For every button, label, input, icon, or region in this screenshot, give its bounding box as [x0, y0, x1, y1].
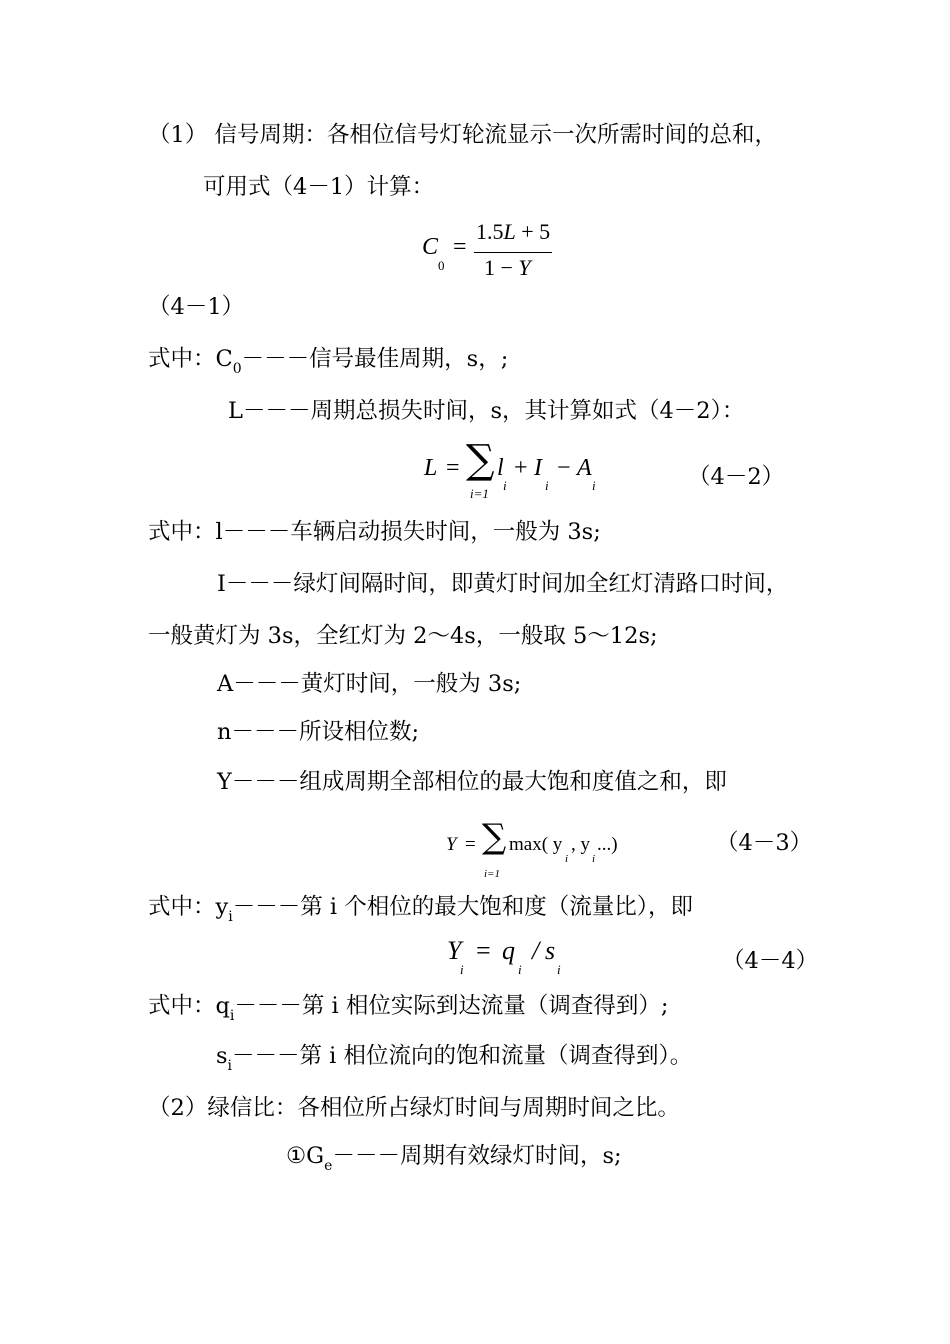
eq3-number: （4－3）: [716, 830, 813, 856]
definition-yi-sub: i: [228, 909, 233, 925]
eq3-equals: =: [465, 834, 476, 855]
eq3-lhs: Y: [446, 834, 457, 855]
eq4-slash: /: [532, 936, 540, 965]
definition-yi: [148, 894, 693, 925]
item-ge-prefix: ①G: [286, 1143, 325, 1169]
definition-l-lower: 式中：l－－－车辆启动损失时间，一般为 3s;: [148, 519, 601, 545]
eq4-lhs: Y: [447, 936, 462, 965]
eq3-sub-1: i: [565, 853, 569, 865]
eq2-minus: −: [557, 455, 571, 481]
definition-y: Y－－－组成周期全部相位的最大饱和度值之和，即: [217, 769, 727, 795]
eq4-sub-1: i: [518, 962, 522, 977]
definition-l: L－－－周期总损失时间，s，其计算如式（4－2）：: [228, 398, 745, 424]
eq2-sum-lower: i=1: [470, 486, 489, 501]
definition-si-text: －－－第 i 相位流向的饱和流量（调查得到）。: [232, 1043, 693, 1069]
eq1-lhs: C: [422, 234, 439, 260]
eq2-term-a: A: [577, 455, 592, 481]
eq2-term-i: I: [534, 455, 542, 481]
eq2-sum-icon: ∑: [466, 437, 495, 483]
definition-qi-prefix: 式中：q: [148, 993, 230, 1019]
eq1-lhs-sub: 0: [438, 258, 445, 273]
eq2-lhs: L: [424, 455, 438, 481]
eq1-numerator: 1.5L + 5: [476, 219, 551, 244]
eq2-sub-3: i: [592, 478, 596, 493]
definition-si: [216, 1043, 693, 1074]
eq3-sum-icon: ∑: [482, 817, 507, 857]
item-ge-sub: e: [324, 1158, 333, 1174]
eq2-sub-1: i: [503, 478, 507, 493]
eq2-plus: +: [514, 455, 528, 481]
eq4-sub-0: i: [460, 962, 464, 977]
definition-si-prefix: s: [216, 1043, 228, 1069]
definition-c0-sub: 0: [232, 361, 242, 377]
eq3-tail: ...): [597, 834, 618, 855]
eq3-max: max( y: [509, 834, 563, 855]
eq4-s: s: [545, 936, 556, 965]
eq4-sub-2: i: [557, 962, 561, 977]
definition-qi-text: －－－第 i 相位实际到达流量（调查得到）;: [234, 993, 669, 1019]
definition-i-line1: I－－－绿灯间隔时间，即黄灯时间加全红灯清路口时间，: [217, 571, 789, 597]
eq3-sum-lower: i=1: [484, 868, 500, 880]
eq4-number: （4－4）: [722, 948, 819, 974]
definition-qi-sub: i: [229, 1008, 235, 1024]
definition-n: n－－－所设相位数;: [217, 719, 420, 745]
item-ge-text: －－－周期有效绿灯时间，s;: [332, 1143, 622, 1169]
eq3-sub-2: i: [592, 853, 596, 865]
paragraph-signal-cycle-cont: 可用式（4－1）计算：: [203, 174, 435, 200]
eq4-equals: =: [476, 936, 491, 965]
definition-yi-prefix: 式中：y: [148, 894, 229, 920]
definition-c0-prefix: 式中：C: [148, 346, 233, 372]
eq1-fraction-bar: [474, 252, 552, 253]
eq2-term-l: l: [497, 455, 504, 481]
definition-a: A－－－黄灯时间，一般为 3s;: [217, 671, 522, 697]
eq4-q: q: [502, 936, 515, 965]
paragraph-signal-cycle: （1） 信号周期：各相位信号灯轮流显示一次所需时间的总和，: [148, 122, 777, 148]
eq1-number: （4－1）: [148, 294, 245, 320]
definition-yi-text: －－－第 i 个相位的最大饱和度（流量比），即: [232, 894, 693, 920]
eq3-comma: , y: [571, 834, 590, 855]
eq2-sub-2: i: [545, 478, 549, 493]
definition-c0: [148, 346, 509, 377]
definition-i-line2: 一般黄灯为 3s，全红灯为 2～4s，一般取 5～12s;: [148, 623, 658, 649]
eq1-equals: =: [453, 234, 467, 260]
definition-si-sub: i: [227, 1058, 233, 1074]
eq2-number: （4－2）: [688, 464, 785, 490]
eq1-denominator: 1 − Y: [484, 255, 531, 280]
definition-qi: [148, 993, 669, 1024]
paragraph-green-ratio: （2）绿信比：各相位所占绿灯时间与周期时间之比。: [148, 1095, 680, 1121]
definition-c0-text: －－－信号最佳周期，s，;: [241, 346, 509, 372]
eq2-equals: =: [446, 455, 460, 481]
item-ge: [286, 1143, 622, 1174]
